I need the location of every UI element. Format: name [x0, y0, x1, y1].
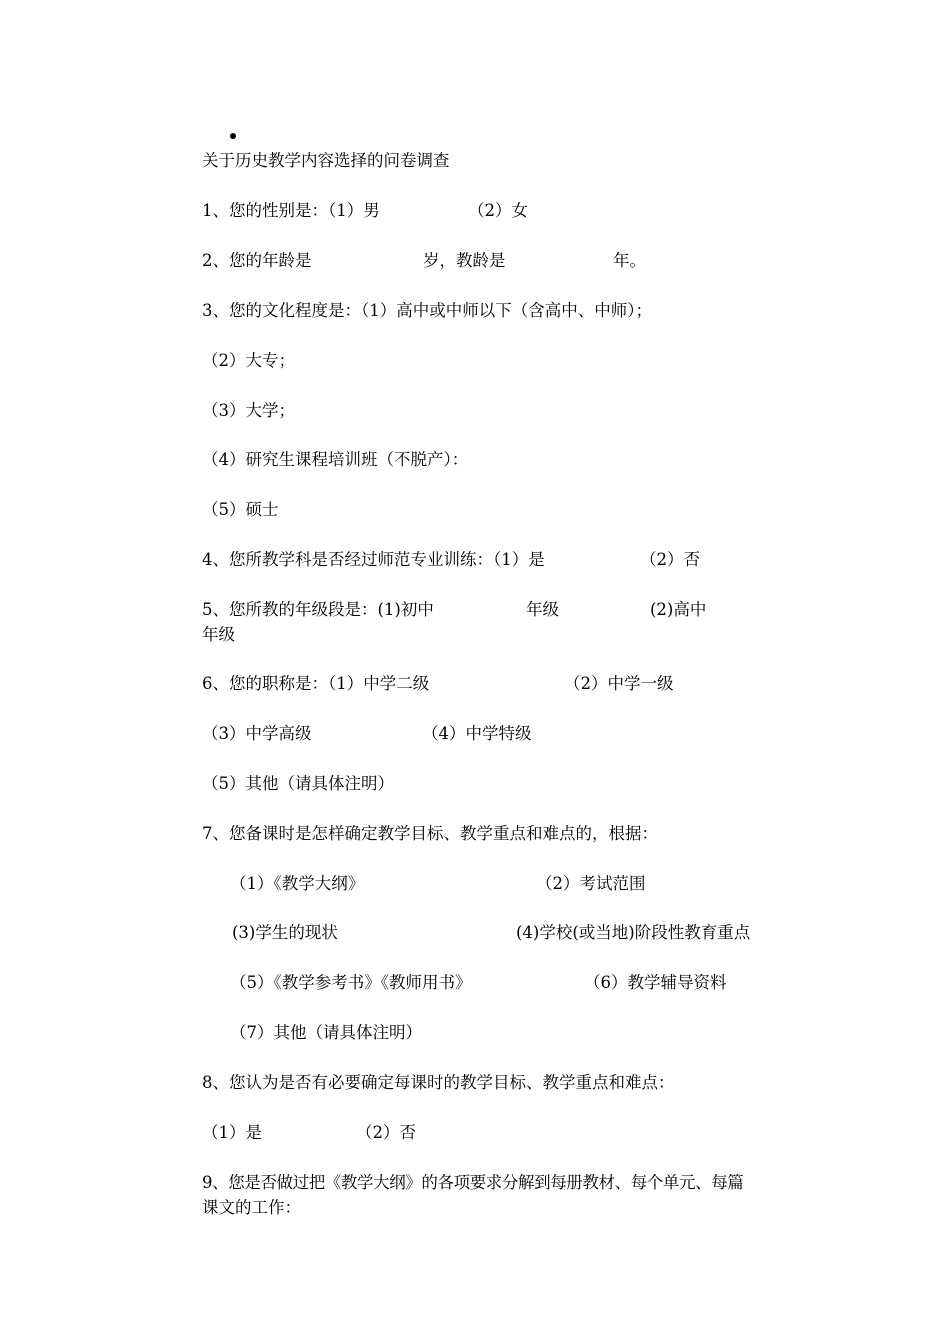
q6-option-2: （2）中学一级	[564, 674, 674, 693]
q3-text: 3、您的文化程度是：（1）高中或中师以下（含高中、中师）；	[202, 301, 652, 320]
q3-option-4: （4）研究生课程培训班（不脱产）：	[202, 450, 469, 469]
q3-option-3: （3）大学；	[202, 401, 295, 420]
q2-age-label: 2、您的年龄是	[202, 251, 312, 270]
q2-teaching-years-label: 岁，教龄是	[423, 251, 506, 270]
q6-option-5: （5）其他（请具体注明）	[202, 774, 394, 793]
q9-text-line-2: 课文的工作：	[202, 1198, 301, 1217]
q5-grade-label-2: 年级	[202, 625, 235, 644]
q1-text: 1、您的性别是：（1）男	[202, 201, 380, 220]
q7-option-5: （5）《教学参考书》《教师用书》	[230, 973, 472, 992]
q7-option-7: （7）其他（请具体注明）	[230, 1023, 422, 1042]
q4-option-2: （2）否	[640, 550, 700, 569]
q5-junior-label: 5、您所教的年级段是：(1)初中	[202, 600, 434, 619]
q6-text: 6、您的职称是：（1）中学二级	[202, 674, 430, 693]
q8-option-2: （2）否	[356, 1123, 416, 1142]
q6-option-4: （4）中学特级	[422, 724, 532, 743]
q8-text: 8、您认为是否有必要确定每课时的教学目标、教学重点和难点：	[202, 1073, 675, 1092]
q2-year-unit: 年。	[613, 251, 646, 270]
q5-senior-label: (2)高中	[650, 600, 707, 619]
q1-option-2: （2）女	[468, 201, 528, 220]
q9-text-line-1: 9、您是否做过把《教学大纲》的各项要求分解到每册教材、每个单元、每篇	[202, 1173, 744, 1192]
q7-text: 7、您备课时是怎样确定教学目标、教学重点和难点的，根据：	[202, 824, 658, 843]
q3-option-5: （5）硕士	[202, 500, 279, 519]
q7-option-1: （1）《教学大纲》	[230, 874, 365, 893]
survey-title: 关于历史教学内容选择的问卷调查	[202, 151, 450, 170]
q3-option-2: （2）大专；	[202, 351, 295, 370]
q7-option-4: (4)学校(或当地)阶段性教育重点	[516, 923, 751, 942]
q4-text: 4、您所教学科是否经过师范专业训练：（1）是	[202, 550, 545, 569]
q7-option-6: （6）教学辅导资料	[584, 973, 727, 992]
q7-option-3: (3)学生的现状	[232, 923, 338, 942]
q6-option-3: （3）中学高级	[202, 724, 312, 743]
q8-option-1: （1）是	[202, 1123, 262, 1142]
q5-grade-label: 年级	[526, 600, 559, 619]
list-bullet	[230, 133, 236, 139]
q7-option-2: （2）考试范围	[536, 874, 646, 893]
